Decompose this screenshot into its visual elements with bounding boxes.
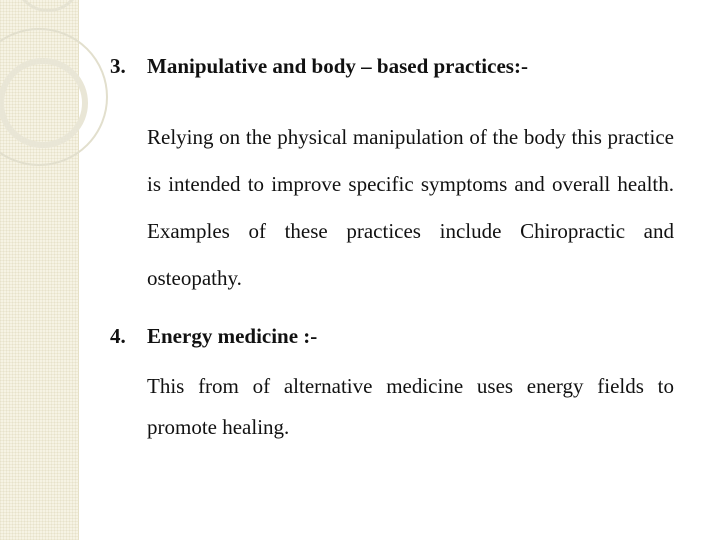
section-4-title: Energy medicine :-	[147, 324, 318, 348]
section-4-number: 4.	[110, 324, 126, 348]
section-3-body: Relying on the physical manipulation of the body this practice is intended to improve specific symptoms and overall health. Examples of these practices include Chiropractic and osteopathy.	[147, 125, 674, 290]
section-3-number: 3.	[110, 54, 126, 78]
section-4-heading	[110, 324, 317, 349]
section-4-body: This from of alternative medicine uses energy fields to promote healing.	[147, 374, 674, 439]
section-3-heading	[110, 54, 528, 79]
section-3-title: Manipulative and body – based practices:-	[147, 54, 528, 78]
